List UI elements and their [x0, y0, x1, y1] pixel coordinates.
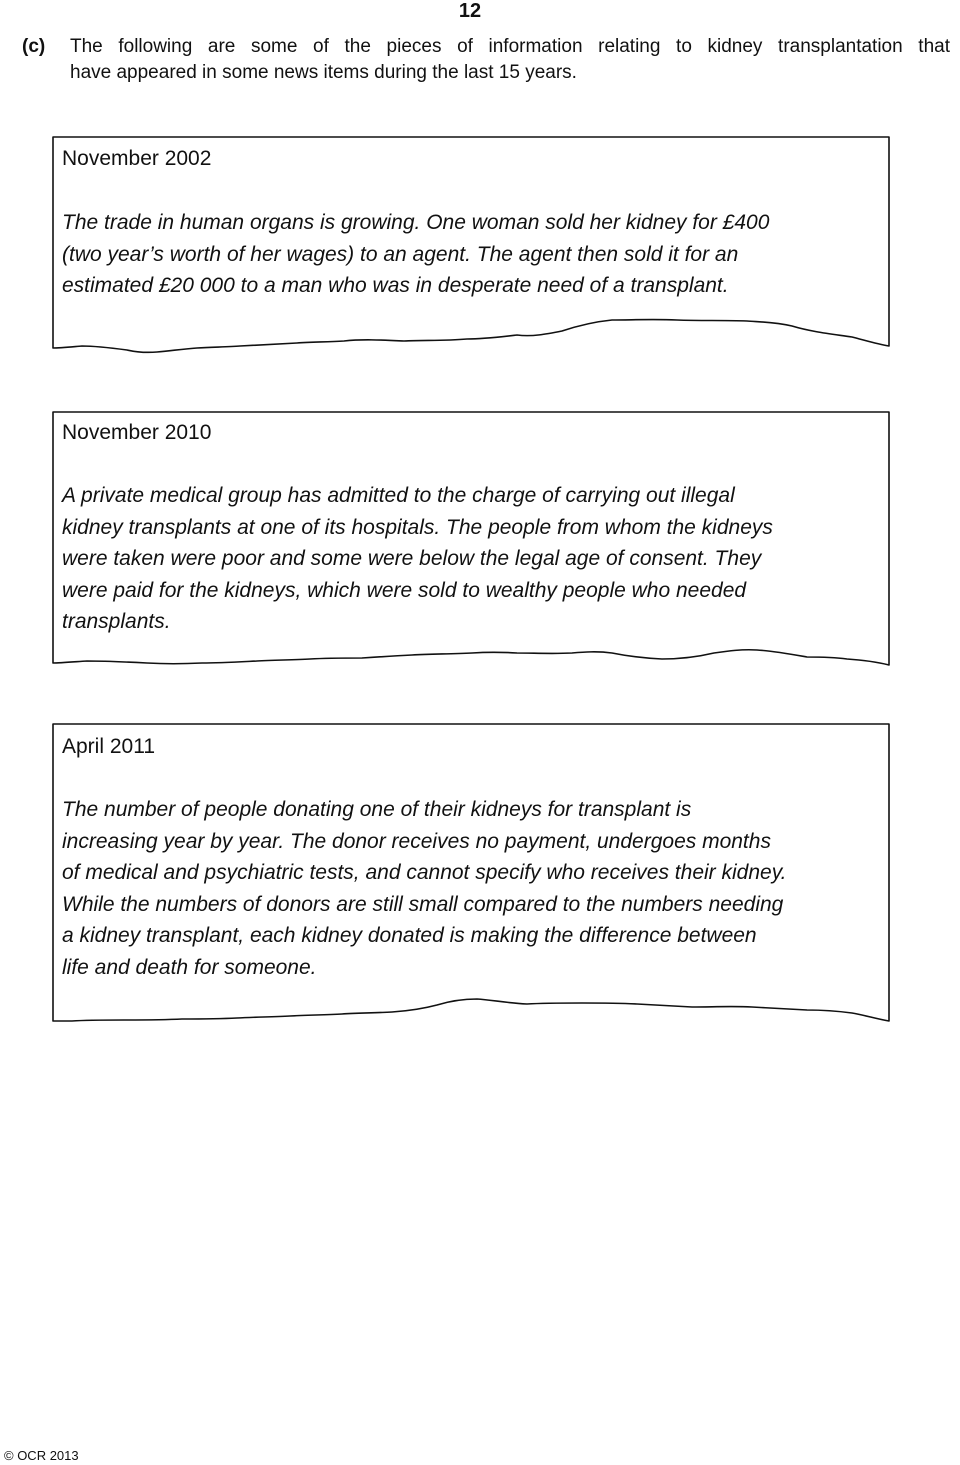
question-intro	[70, 34, 950, 86]
question-label: (c)	[22, 36, 46, 57]
clipping-line: While the numbers of donors are still small compared to the numbers needing	[62, 892, 784, 916]
clipping-date: April 2011	[62, 735, 156, 758]
clipping-line: were paid for the kidneys, which were sold to wealthy people who needed	[62, 578, 747, 602]
clipping-line: were taken were poor and some were below the legal age of consent. They	[62, 547, 762, 570]
news-clipping-2010	[52, 411, 890, 667]
clipping-body	[62, 207, 769, 302]
clipping-date: November 2010	[62, 421, 212, 444]
question-intro-line-2: have appeared in some news items during the last 15 years.	[70, 62, 577, 83]
clipping-date: November 2002	[62, 147, 212, 170]
copyright-footer: © OCR 2013	[4, 1448, 79, 1463]
clipping-line: a kidney transplant, each kidney donated is making the difference between	[62, 924, 757, 947]
clipping-body	[62, 794, 786, 983]
clipping-line: transplants.	[62, 610, 171, 633]
clipping-line: A private medical group has admitted to the charge of carrying out illegal	[62, 484, 735, 507]
clipping-line: kidney transplants at one of its hospitals. The people from whom the kidneys	[62, 515, 773, 539]
clipping-body	[62, 480, 773, 638]
clipping-line: estimated £20 000 to a man who was in desperate need of a transplant.	[62, 274, 729, 297]
clipping-line: life and death for someone.	[62, 955, 317, 979]
page-number: 12	[458, 0, 482, 22]
clipping-line: increasing year by year. The donor receives no payment, undergoes months	[62, 829, 771, 853]
clipping-line: The trade in human organs is growing. One woman sold her kidney for £400	[62, 211, 770, 234]
clipping-line: of medical and psychiatric tests, and cannot specify who receives their kidney.	[62, 861, 787, 884]
news-clipping-2011	[52, 723, 890, 1025]
clipping-line: (two year’s worth of her wages) to an agent. The agent then sold it for an	[62, 242, 739, 266]
news-clipping-2002	[52, 136, 890, 356]
clipping-line: The number of people donating one of their kidneys for transplant is	[62, 798, 692, 821]
question-intro-line-1: The following are some of the pieces of information relating to kidney transplantation that	[70, 36, 950, 57]
